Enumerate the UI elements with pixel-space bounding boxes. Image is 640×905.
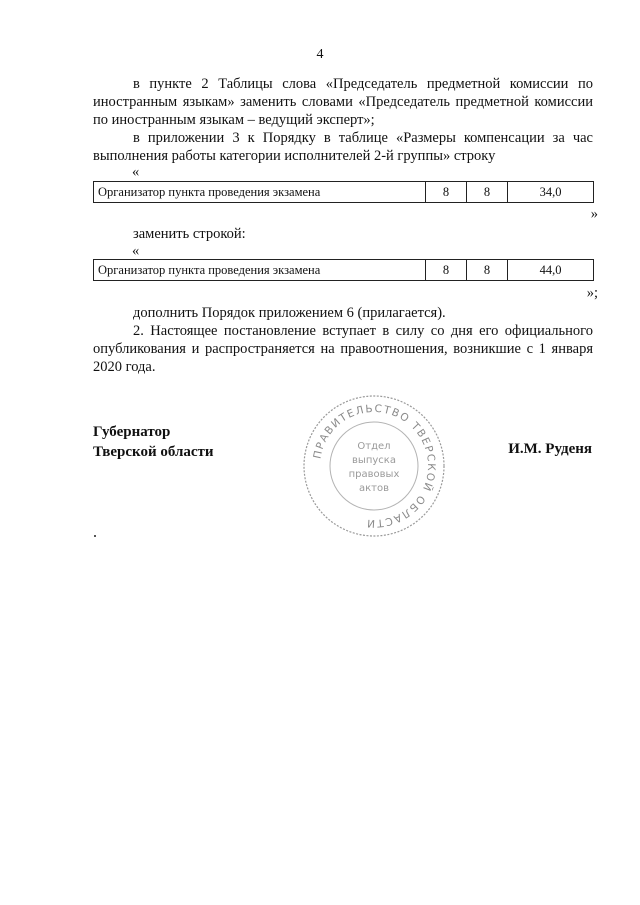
paragraph-4: 2. Настоящее постановление вступает в силу со дня его официального опубликования и распространяется на правоотношения, возникшие с 1 января 2020 года. — [93, 323, 593, 375]
stamp-line-4: актов — [358, 483, 390, 494]
table-row — [94, 182, 594, 203]
table-cell-col2: 8 — [426, 260, 467, 281]
table-cell-col3: 8 — [467, 260, 508, 281]
new-row-table — [93, 259, 594, 281]
signature-title-line2: Тверской области — [93, 444, 214, 460]
replace-text: заменить строкой: — [133, 226, 246, 242]
table-cell-name: Организатор пункта проведения экзамена — [94, 260, 426, 281]
table-cell-col4: 34,0 — [508, 182, 594, 203]
official-stamp — [299, 391, 449, 541]
signature-title — [93, 422, 214, 462]
signature-name: И.М. Руденя — [508, 441, 592, 457]
paragraph-1: в пункте 2 Таблицы слова «Председатель предметной комиссии по иностранным языкам» заменить словами «Председатель предметной комиссии по иностранным языкам – ведущий эксперт»; — [93, 76, 593, 128]
signature-title-line1: Губернатор — [93, 424, 171, 440]
stamp-line-3: правовых — [348, 469, 400, 480]
stamp-line-2: выпуска — [352, 455, 396, 466]
table-cell-name: Организатор пункта проведения экзамена — [94, 182, 426, 203]
table-row — [94, 260, 594, 281]
page-number: 4 — [316, 47, 324, 62]
table-cell-col4: 44,0 — [508, 260, 594, 281]
old-row-table — [93, 181, 594, 203]
scan-dot — [94, 535, 96, 537]
table-cell-col3: 8 — [467, 182, 508, 203]
table-cell-col2: 8 — [426, 182, 467, 203]
quote-close-1: » — [590, 206, 598, 222]
paragraph-2: в приложении 3 к Порядку в таблице «Размеры компенсации за час выполнения работы категории исполнителей 2-й группы» строку — [93, 130, 593, 164]
stamp-line-1: Отдел — [357, 441, 391, 452]
paragraph-3: дополнить Порядок приложением 6 (прилагается). — [133, 305, 446, 321]
quote-close-2: »; — [586, 285, 598, 301]
quote-open-1: « — [132, 164, 140, 180]
quote-open-2: « — [132, 243, 140, 259]
stamp-ring-text: ПРАВИТЕЛЬСТВО ТВЕРСКОЙ ОБЛАСТИ — [311, 402, 438, 530]
